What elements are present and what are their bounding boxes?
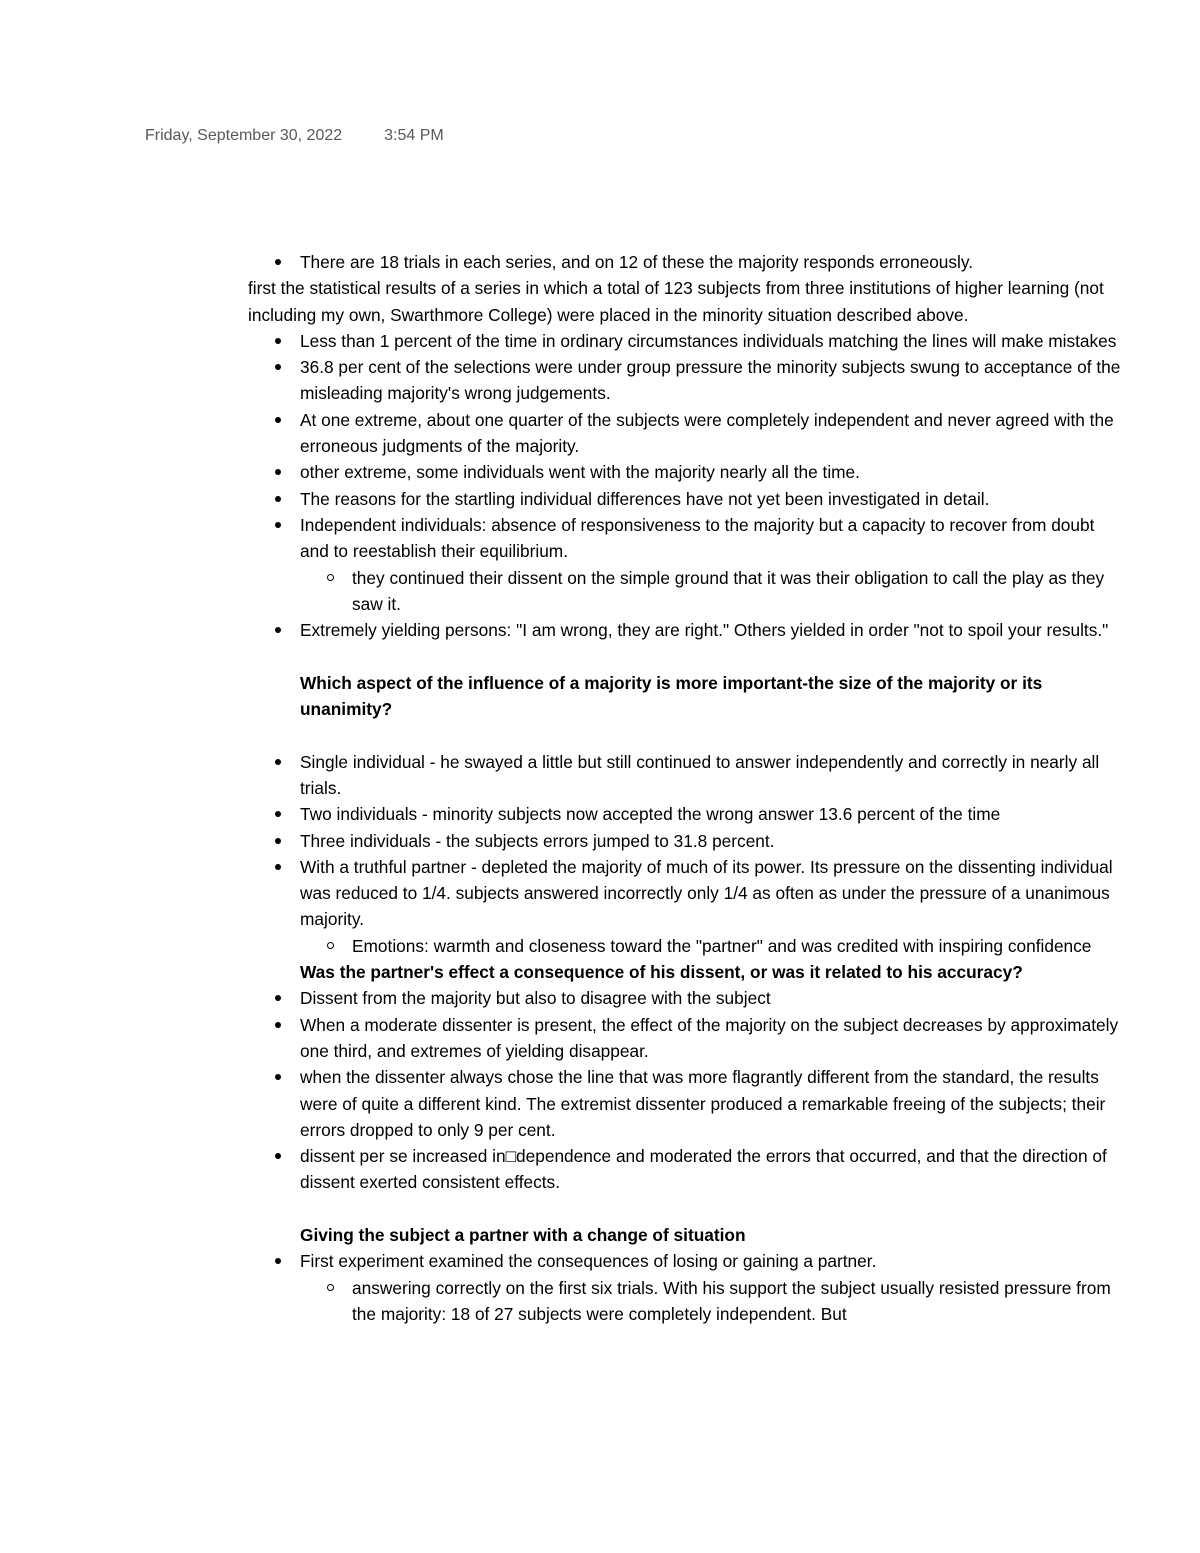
bullet-item: The reasons for the startling individual differences have not yet been investigated in detail. xyxy=(248,486,1128,512)
bullet-item: Extremely yielding persons: "I am wrong, they are right." Others yielded in order "not to spoil your results." xyxy=(248,617,1128,643)
bullet-item: 36.8 per cent of the selections were under group pressure the minority subjects swung to acceptance of the misleading majority's wrong judgements. xyxy=(248,354,1128,407)
note-date: Friday, September 30, 2022 xyxy=(145,127,343,144)
section-heading: Giving the subject a partner with a change of situation xyxy=(300,1224,746,1245)
sub-bullet-item: they continued their dissent on the simple ground that it was their obligation to call the play as they saw it. xyxy=(248,565,1128,618)
bullet-item: other extreme, some individuals went with the majority nearly all the time. xyxy=(248,459,1128,485)
sub-bullet-item: answering correctly on the first six trials. With his support the subject usually resisted pressure from the majority: 18 of 27 subjects were completely independent. But xyxy=(248,1275,1128,1328)
bullet-item: Less than 1 percent of the time in ordinary circumstances individuals matching the lines will make mistakes xyxy=(248,328,1128,354)
bullet-item: Two individuals - minority subjects now accepted the wrong answer 13.6 percent of the time xyxy=(248,801,1128,827)
bullet-item: With a truthful partner - depleted the majority of much of its power. Its pressure on the dissenting individual was reduced to 1/4. subjects answered incorrectly only 1/4 as often as under the pressure of a unanimous majority. xyxy=(248,854,1128,933)
blank-line xyxy=(248,1196,1128,1222)
paragraph: first the statistical results of a series in which a total of 123 subjects from three institutions of higher learning (not including my own, Swarthmore College) were placed in the minority situation described above. xyxy=(248,278,1104,325)
bullet-item: There are 18 trials in each series, and on 12 of these the majority responds erroneously. xyxy=(248,249,1128,275)
section-heading: Which aspect of the influence of a majority is more important-the size of the majority or its unanimity? xyxy=(300,672,1043,720)
bullet-item: Single individual - he swayed a little but still continued to answer independently and correctly in nearly all trials. xyxy=(248,749,1128,802)
section-heading: Was the partner's effect a consequence of his dissent, or was it related to his accuracy? xyxy=(300,962,1023,983)
bullet-item: Independent individuals: absence of responsiveness to the majority but a capacity to recover from doubt and to reestablish their equilibrium. xyxy=(248,512,1128,565)
bullet-item: when the dissenter always chose the line that was more flagrantly different from the standard, the results were of quite a different kind. The extremist dissenter produced a remarkable freeing of the subjects; their errors dropped to only 9 per cent. xyxy=(248,1064,1128,1143)
bullet-item: At one extreme, about one quarter of the subjects were completely independent and never agreed with the erroneous judgments of the majority. xyxy=(248,407,1128,460)
bullet-item: When a moderate dissenter is present, the effect of the majority on the subject decreases by approximately one third, and extremes of yielding disappear. xyxy=(248,1012,1128,1065)
note-header xyxy=(145,127,444,145)
bullet-item: First experiment examined the consequences of losing or gaining a partner. xyxy=(248,1248,1128,1274)
bullet-item: dissent per se increased in□dependence and moderated the errors that occurred, and that the direction of dissent exerted consistent effects. xyxy=(248,1143,1128,1196)
note-time: 3:54 PM xyxy=(384,127,444,144)
sub-bullet-item: Emotions: warmth and closeness toward the "partner" and was credited with inspiring confidence xyxy=(248,933,1128,959)
blank-line xyxy=(248,722,1128,748)
note-body[interactable] xyxy=(248,249,1128,1327)
bullet-item: Three individuals - the subjects errors jumped to 31.8 percent. xyxy=(248,828,1128,854)
bullet-item: Dissent from the majority but also to disagree with the subject xyxy=(248,985,1128,1011)
blank-line xyxy=(248,643,1128,669)
